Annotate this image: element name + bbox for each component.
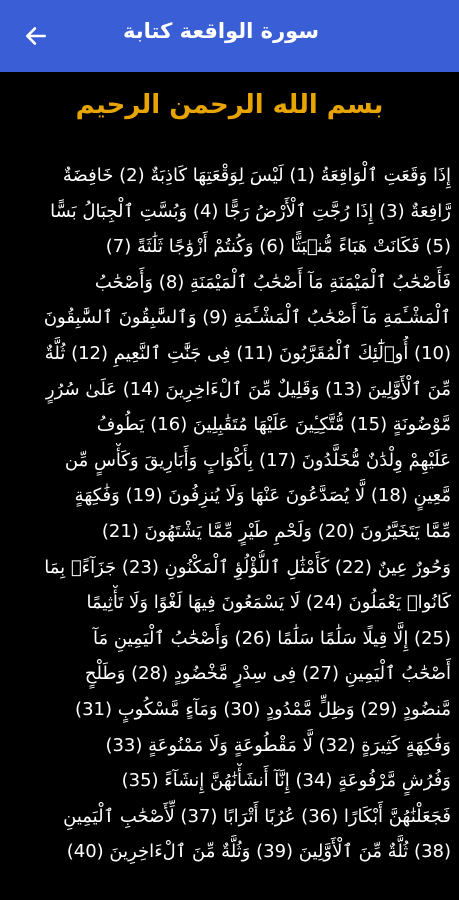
verse-line: (25) إِلَّا قِيلًا سَلَٰمًا سَلَٰمًا (26) وَأَصْحَٰبُ ٱلْيَمِينِ مَآ xyxy=(93,627,451,649)
verse-line: ٱلْمَشْـَٔمَةِ مَآ أَصْحَٰبُ ٱلْمَشْـَٔمَةِ (9) وَٱلسَّٰبِقُونَ ٱلسَّٰبِقُونَ xyxy=(43,307,451,329)
verse-line: رَّافِعَةٌ (3) إِذَا رُجَّتِ ٱلْأَرْضُ رَجًّا (4) وَبُسَّتِ ٱلْجِبَالُ بَسًّا xyxy=(50,200,451,222)
verse-line: كَانُوا۟ يَعْمَلُونَ (24) لَا يَسْمَعُونَ فِيهَا لَغْوًا وَلَا تَأْثِيمًا xyxy=(86,592,451,614)
verse-line: مِّنَ ٱلْأَوَّلِينَ (13) وَقَلِيلٌ مِّنَ ٱلْءَاخِرِينَ (14) عَلَىٰ سُرُرٍ xyxy=(45,378,451,400)
page-title: سورة الواقعة كتابة xyxy=(122,19,319,43)
verse-line: مِّمَّا يَتَخَيَّرُونَ (20) وَلَحْمِ طَيْرٍ مِّمَّا يَشْتَهُونَ (21) xyxy=(101,520,451,542)
verse-line: (10) أُو۟لَٰٓئِكَ ٱلْمُقَرَّبُونَ (11) فِى جَنَّٰتِ ٱلنَّعِيمِ (12) ثُلَّةٌ xyxy=(44,342,451,364)
verse-line: عَلَيْهِمْ وِلْدَٰنٌ مُّخَلَّدُونَ (17) بِأَكْوَابٍ وَأَبَارِيقَ وَكَأْسٍ مِّن xyxy=(64,449,451,471)
back-button[interactable] xyxy=(18,18,54,54)
basmala-heading: بسم الله الرحمن الرحيم xyxy=(75,90,384,120)
surah-text xyxy=(8,152,451,870)
arrow-left-icon xyxy=(23,23,49,49)
verse-line: فَأَصْحَٰبُ ٱلْمَيْمَنَةِ مَآ أَصْحَٰبُ ٱلْمَيْمَنَةِ (8) وَأَصْحَٰبُ xyxy=(94,271,451,293)
verse-line: أَصْحَٰبُ ٱلْيَمِينِ (27) فِى سِدْرٍ مَّخْضُودٍ (28) وَطَلْحٍ xyxy=(84,663,451,685)
verse-line: (38) ثُلَّةٌ مِّنَ ٱلْأَوَّلِينَ (39) وَثُلَّةٌ مِّنَ ٱلْءَاخِرِينَ (40) xyxy=(66,841,451,863)
app-bar xyxy=(0,0,459,72)
verse-line: مَّنضُودٍ (29) وَظِلٍّ مَّمْدُودٍ (30) وَمَآءٍ مَّسْكُوبٍ (31) xyxy=(75,698,451,720)
verse-line: وَفُرُشٍ مَّرْفُوعَةٍ (34) إِنَّآ أَنشَأْنَٰهُنَّ إِنشَآءً (35) xyxy=(121,770,451,792)
verse-line: فَجَعَلْنَٰهُنَّ أَبْكَارًا (36) عُرُبًا أَتْرَابًا (37) لِّأَصْحَٰبِ ٱلْيَمِينِ xyxy=(63,805,451,827)
verse-line: وَحُورٌ عِينٌ (22) كَأَمْثَٰلِ ٱللُّؤْلُؤِ ٱلْمَكْنُونِ (23) جَزَآءًۢ بِمَا xyxy=(44,556,451,578)
verse-line: وَفَٰكِهَةٍ كَثِيرَةٍ (32) لَّا مَقْطُوعَةٍ وَلَا مَمْنُوعَةٍ (33) xyxy=(105,734,451,756)
verse-line: مَّعِينٍ (18) لَّا يُصَدَّعُونَ عَنْهَا وَلَا يُنزِفُونَ (19) وَفَٰكِهَةٍ xyxy=(74,485,451,507)
verse-line: مَّوْضُونَةٍ (15) مُّتَّكِـِٔينَ عَلَيْهَا مُتَقَٰبِلِينَ (16) يَطُوفُ xyxy=(96,414,451,436)
verse-line: إِذَا وَقَعَتِ ٱلْوَاقِعَةُ (1) لَيْسَ لِوَقْعَتِهَا كَاذِبَةٌ (2) خَافِضَةٌ xyxy=(62,165,451,186)
verse-line: (5) فَكَانَتْ هَبَاءً مُّنۢبَثًّا (6) وَكُنتُمْ أَزْوَٰجًا ثَلَٰثَةً (7) xyxy=(105,236,451,258)
